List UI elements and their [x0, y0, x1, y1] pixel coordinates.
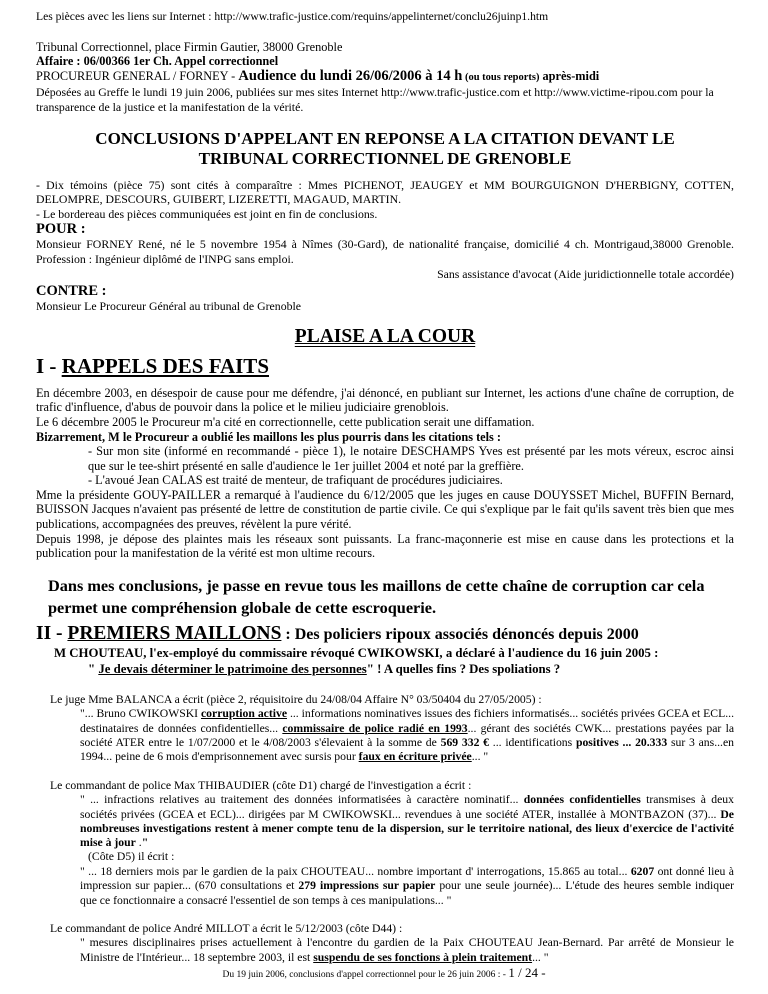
text-run: Mme la présidente GOUY-PAILLER a remarqué à l'audience du 6/12/2005 que les juges en cause DOUYSSET Michel, BUFFIN Bernard, BUISSON Jacques n'avaient pas présenté de lettre de constitution de partie civile. Ce qui s'explique par le fait qu'ils savent très bien que mes publications, accompagnées des preuves, révèlent la pure vérité. [36, 487, 734, 532]
text-run: II - [36, 622, 68, 644]
text-run: I - [36, 353, 62, 378]
text-run: - [537, 965, 546, 980]
paragraph [36, 386, 734, 415]
quote-line [36, 661, 734, 677]
bold-text-run: Audience du lundi 26/06/2006 à 14 h [238, 67, 463, 84]
text-run: pour une seule journée)... L'étude des heures semble indiquer que ce fonctionnaire a consacré l'essentiel de son temps à ces manipulations... " [80, 879, 735, 907]
document-title [36, 129, 734, 169]
underlined-text-run: PREMIERS MAILLONS [67, 622, 282, 644]
text-run: POUR : [36, 221, 86, 238]
bold-text-run: (ou tous reports) [462, 71, 540, 83]
case-number [36, 54, 734, 69]
text-run: Le commandant de police Max THIBAUDIER (côte D1) chargé de l'investigation a écrit : [50, 778, 472, 792]
highlight-statement [36, 575, 734, 619]
paragraph [36, 779, 734, 794]
text-run: 1 [508, 965, 515, 980]
text-run: / [514, 965, 525, 980]
text-run: Tribunal Correctionnel, place Firmin Gautier, 38000 Grenoble [36, 39, 343, 54]
contre-heading [36, 283, 734, 299]
hearing-line [36, 69, 734, 86]
page-footer [0, 965, 768, 981]
text-run: Du 19 juin 2006, conclusions d'appel correctionnel pour le 26 juin 2006 : - [222, 970, 509, 980]
bold-text-run: données confidentielles [523, 793, 641, 807]
bold-text-run: " [141, 836, 149, 850]
text-run: (Côte D5) il écrit : [88, 850, 175, 864]
paragraph [36, 488, 734, 532]
text-run: ... " [532, 950, 549, 964]
text-run: "... Bruno CWIKOWSKI [80, 707, 201, 721]
text-run: ... gérant des sociétés CWK... prestations payées par la société ATER entre le 1/07/2000 et le 4/08/2003 s'élevaient à la somme de [80, 721, 735, 750]
quotation [36, 793, 734, 850]
text-run: Le commandant de police André MILLOT a écrit le 5/12/2003 (côte D44) : [50, 921, 403, 935]
document-page [36, 10, 734, 965]
text-run: Les pièces avec les liens sur Internet : http://www.trafic-justice.com/requins/appelinternet/conclu26juinp1.htm [36, 10, 549, 23]
bold-text-run: faux en écriture privée [358, 750, 472, 764]
text-run: - L'avoué Jean CALAS est traité de menteur, de trafiquant de procédures judiciaires. [88, 473, 503, 488]
text-run: ... " [471, 750, 489, 764]
appellant-identity [36, 237, 734, 266]
text-run: ont donné lieu à impression sur papier... (670 consultations et [80, 865, 734, 893]
text-run: : Des policiers ripoux associés dénoncés depuis 2000 [281, 625, 639, 643]
indented-item [36, 444, 734, 473]
paragraph [36, 415, 734, 430]
bold-text-run: Bizarrement, M le Procureur a oublié les maillons les plus pourris dans les citations tels : [36, 429, 501, 444]
underlined-text-run: Je devais déterminer le patrimoine des personnes [98, 661, 367, 676]
text-run: Déposées au Greffe le lundi 19 juin 2006, publiées sur mes sites Internet http://www.trafic-justice.com et http://www.victime-ripou.com pour la transparence de la justice et la manifestation de la vérité. [36, 85, 714, 114]
paragraph [36, 850, 734, 865]
text-run: Dans mes conclusions, je passe en revue tous les maillons de cette chaîne de corruption car cela permet une compréhension globale de cette escroquerie. [48, 575, 705, 617]
text-run: En décembre 2003, en désespoir de cause pour me défendre, j'ai dénoncé, en publiant sur Internet, les actions d'une chaîne de corruption, de trafic d'influence, d'abus de pouvoir dans la police et le milieu judiciaire grenoblois. [36, 385, 734, 415]
bold-text-run: 6207 [630, 865, 655, 878]
text-run: sur 3 ans...en 1994... peine de 6 mois d'emprisonnement avec sursis pour [80, 736, 734, 764]
bold-text-run: suspendu de ses fonctions à plein traitement [313, 950, 533, 964]
text-run: . [135, 836, 142, 850]
court-address [36, 40, 734, 55]
text-run: PROCUREUR GENERAL / FORNEY - [36, 68, 239, 83]
text-run: " ! A quelles fins ? Des spoliations ? [366, 661, 561, 676]
bold-text-run: après-midi [539, 68, 600, 83]
text-run: Le juge Mme BALANCA a écrit (pièce 2, réquisitoire du 24/08/04 Affaire N° 03/50404 du 27/05/2005) : [50, 692, 542, 706]
pour-heading [36, 221, 734, 237]
bold-text-run: corruption active [201, 707, 288, 721]
paragraph [36, 922, 734, 937]
text-run: Sans assistance d'avocat (Aide juridictionnelle totale accordée) [437, 266, 734, 281]
bold-text-run: 279 impressions sur papier [298, 879, 436, 893]
text-run: ... informations nominatives issues des fichiers informatisés... sociétés privées GCEA et ECL... destinataires de données confidentielles... [80, 707, 735, 735]
bold-text-run: De nombreuses investigations restent à mener compte tenu de la dispersion, sur le territoire national, des lieux d'exercice de l'activité mise à jour [80, 807, 734, 850]
text-run: CONCLUSIONS D'APPELANT EN REPONSE A LA CITATION DEVANT LE [95, 128, 675, 148]
text-run: " ... 18 derniers mois par le gardien de la paix CHOUTEAU... nombre important d' interrogations, 15.865 au total... [80, 865, 631, 878]
respondent [36, 299, 734, 314]
bold-text-run: 569 332 € [440, 736, 490, 750]
paragraph [36, 693, 734, 708]
indented-item [36, 473, 734, 488]
filing-note [36, 85, 734, 114]
paragraph [36, 430, 734, 445]
section-1-heading [36, 354, 734, 378]
text-run: Monsieur FORNEY René, né le 5 novembre 1954 à Nîmes (30-Gard), de nationalité française, domicilié 4 ch. Montrigaud,38000 Grenoble. Profession : Ingénieur diplômé de l'INPG sans emploi. [36, 237, 734, 266]
text-run: CONTRE : [36, 283, 107, 300]
text-run: - Le bordereau des pièces communiquées est joint en fin de conclusions. [36, 206, 378, 221]
text-run: transmises à deux sociétés privées (GCEA et ECL)... dirigées par M CWIKOWSKI... revendues à une société ATER, installée à MONTBAZON (37)... [80, 793, 734, 821]
witnesses-paragraph [36, 178, 734, 207]
text-run: " ... infractions relatives au traitement des données informatisées à caractère nominatif... [80, 793, 524, 807]
plaise-heading [36, 326, 734, 348]
subheading [36, 646, 734, 661]
bold-text-run: Affaire : 06/00366 1er Ch. Appel correctionnel [36, 54, 279, 69]
section-2-heading [36, 623, 734, 646]
text-run: " [88, 661, 99, 676]
header-link-line [36, 10, 734, 25]
legal-aid-note [36, 267, 734, 282]
text-run: Monsieur Le Procureur Général au tribunal de Grenoble [36, 299, 302, 314]
text-run: - Sur mon site (informé en recommandé - pièce 1), le notaire DESCHAMPS Yves est présenté par les mots véreux, escroc ainsi que sur le tee-shirt présenté en salle d'audience le 1er juillet 2004 et noté par la greffière. [88, 444, 734, 473]
text-run: " mesures disciplinaires prises actuellement à l'encontre du gardien de la Paix CHOUTEAU Jean-Bernard. Par arrêté de Monsieur le Ministre de l'Intérieur... 18 septembre 2003, il est [80, 936, 734, 964]
text-run: TRIBUNAL CORRECTIONNEL DE GRENOBLE [198, 148, 572, 168]
bold-text-run: positives ... 20.333 [575, 736, 668, 750]
text-run: - Dix témoins (pièce 75) sont cités à comparaître : Mmes PICHENOT, JEAUGEY et MM BOURGUIGNON D'HERBIGNY, COTTEN, DELOMPRE, DESCOURS, GUIBERT, LIZERETTI, MAGAUD, MARTIN. [36, 177, 734, 207]
text-run: M CHOUTEAU, l'ex-employé du commissaire révoqué CWIKOWSKI, a déclaré à l'audience du 16 juin 2005 : [54, 645, 659, 660]
text-run: 24 [524, 965, 538, 980]
underlined-text-run: RAPPELS DES FAITS [61, 353, 269, 378]
underlined-text-run: PLAISE A LA COUR [294, 325, 476, 347]
quotation [36, 865, 734, 908]
bold-text-run: commissaire de police radié en 1993 [282, 721, 468, 735]
quotation [36, 936, 734, 965]
text-run: Depuis 1998, je dépose des plaintes mais les réseaux sont puissants. La franc-maçonnerie est mise en cause dans les protections et la publication pour la manifestation de la vérité est mon ultime recours. [36, 531, 734, 561]
text-run: Le 6 décembre 2005 le Procureur m'a cité en correctionnelle, cette publication serait une diffamation. [36, 414, 535, 429]
exhibits-note [36, 207, 734, 222]
text-run: ... identifications [489, 736, 576, 750]
quotation [36, 707, 734, 764]
paragraph [36, 532, 734, 561]
